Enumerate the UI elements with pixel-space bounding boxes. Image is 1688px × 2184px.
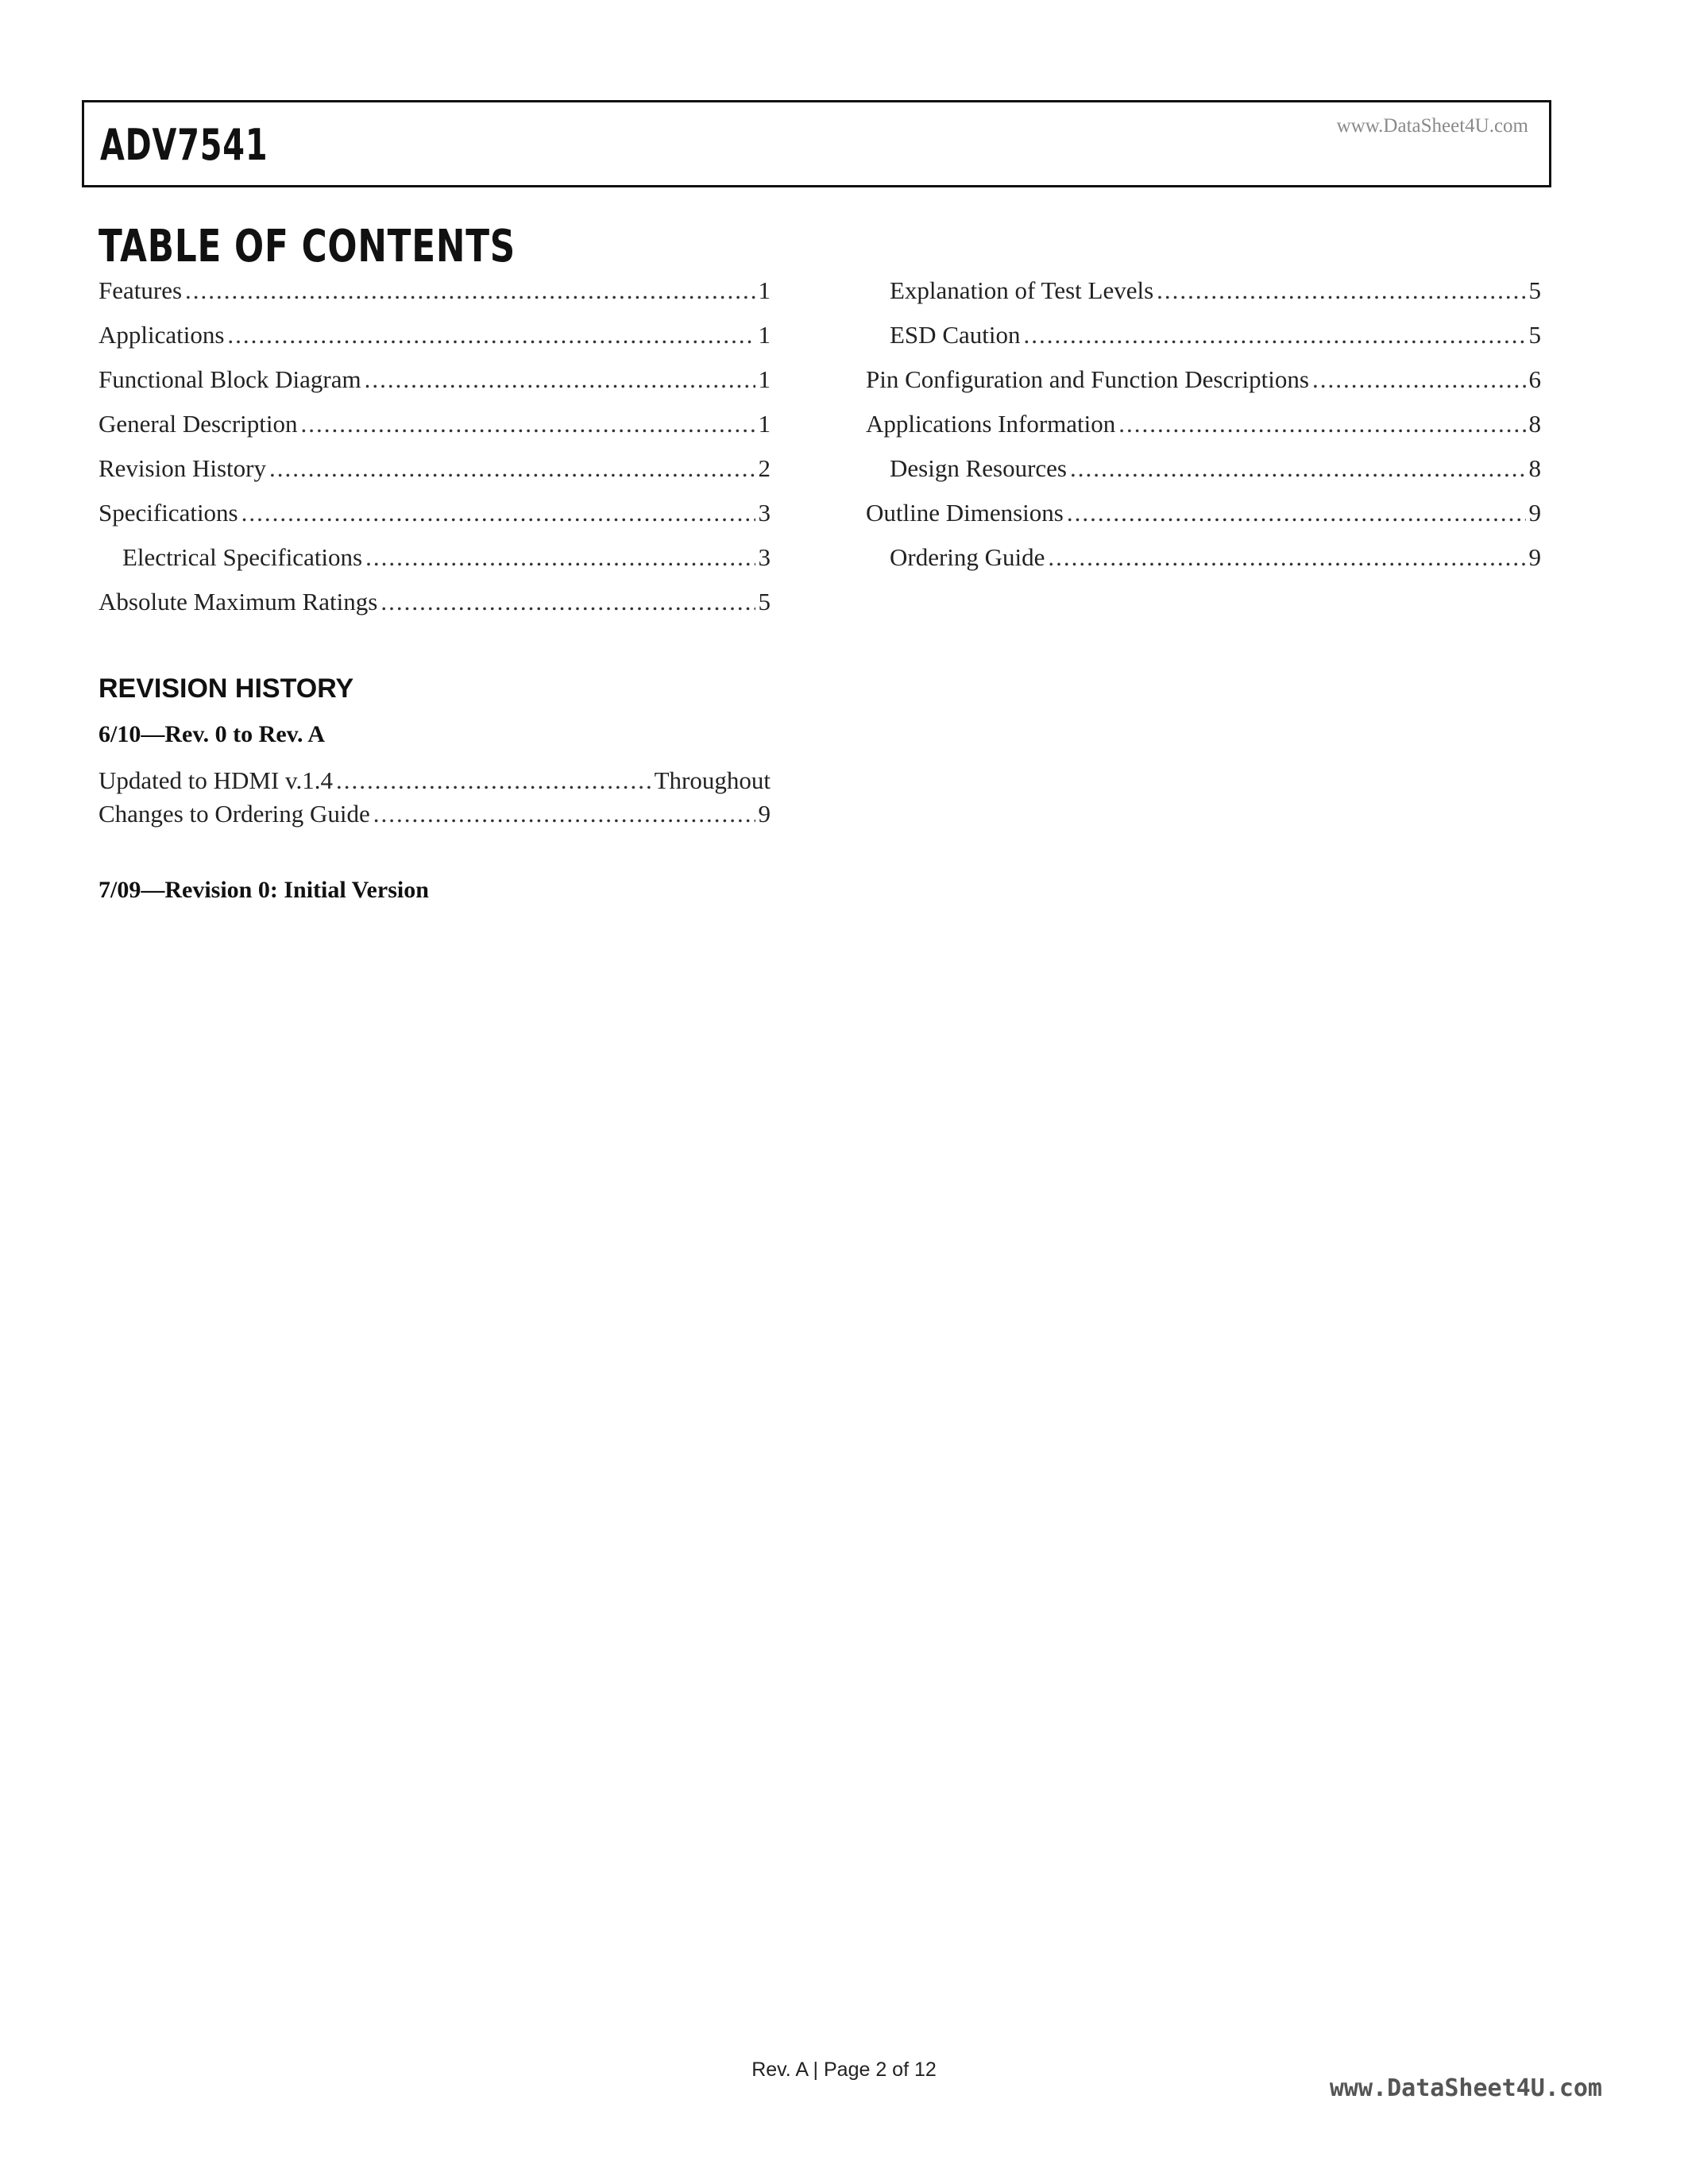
toc-entry-applications[interactable] [98, 318, 771, 362]
toc-entry-label: Applications Information [866, 410, 1116, 438]
toc-entry-label: Applications [98, 321, 225, 349]
toc-entry-page: 8 [1528, 410, 1541, 438]
toc-entry-page: 3 [758, 499, 771, 527]
rev-change-label: Updated to HDMI v.1.4 [98, 766, 334, 794]
toc-entry-page: 3 [758, 543, 771, 571]
toc-leader-dots [336, 764, 651, 797]
toc-entry-page: 9 [1528, 499, 1541, 527]
toc-entry-label: Specifications [98, 499, 238, 527]
toc-leader-dots [1048, 540, 1525, 575]
toc-right-column [866, 273, 1541, 585]
toc-leader-dots [241, 496, 755, 531]
toc-leader-dots [1067, 496, 1526, 531]
toc-entry-label: Features [98, 276, 183, 304]
toc-entry-electrical-specifications[interactable] [98, 540, 771, 585]
rev-a-title: 6/10—Rev. 0 to Rev. A [98, 721, 325, 747]
toc-leader-dots [365, 362, 755, 397]
toc-leader-dots [1312, 362, 1526, 397]
toc-entry-label: Ordering Guide [890, 543, 1045, 571]
toc-entry-explanation-of-test-levels[interactable] [866, 273, 1541, 318]
rev-change-label: Changes to Ordering Guide [98, 800, 370, 828]
toc-entry-label: Absolute Maximum Ratings [98, 588, 378, 615]
toc-entry-design-resources[interactable] [866, 451, 1541, 496]
toc-entry-ordering-guide[interactable] [866, 540, 1541, 585]
rev-0-title: 7/09—Revision 0: Initial Version [98, 877, 429, 903]
part-number: ADV7541 [100, 120, 268, 170]
toc-entry-label: Outline Dimensions [866, 499, 1064, 527]
toc-entry-label: Functional Block Diagram [98, 365, 361, 393]
document-header [82, 100, 1551, 187]
toc-entry-specifications[interactable] [98, 496, 771, 540]
toc-entry-page: 1 [758, 321, 771, 349]
toc-leader-dots [185, 273, 755, 308]
rev-change-page: Throughout [654, 766, 771, 794]
header-watermark-link[interactable]: www.DataSheet4U.com [1336, 115, 1528, 137]
toc-leader-dots [269, 451, 755, 486]
toc-entry-label: Electrical Specifications [122, 543, 363, 571]
toc-leader-dots [1070, 451, 1526, 486]
revision-history-heading: REVISION HISTORY [98, 673, 354, 704]
toc-entry-revision-history[interactable] [98, 451, 771, 496]
toc-leader-dots [373, 797, 755, 831]
toc-entry-page: 1 [758, 365, 771, 393]
toc-leader-dots [227, 318, 755, 353]
toc-entry-absolute-maximum-ratings[interactable] [98, 585, 771, 629]
toc-entry-label: ESD Caution [890, 321, 1021, 349]
toc-entry-outline-dimensions[interactable] [866, 496, 1541, 540]
toc-entry-page: 1 [758, 276, 771, 304]
rev-change-item[interactable] [98, 764, 771, 797]
toc-entry-page: 5 [1528, 321, 1541, 349]
toc-entry-label: General Description [98, 410, 298, 438]
toc-entry-page: 1 [758, 410, 771, 438]
toc-entry-page: 5 [1528, 276, 1541, 304]
toc-entry-label: Design Resources [890, 454, 1067, 482]
toc-leader-dots [1023, 318, 1525, 353]
toc-leader-dots [300, 407, 755, 442]
toc-leader-dots [380, 585, 755, 619]
page-footer: Rev. A | Page 2 of 12 [751, 2059, 937, 2081]
footer-watermark-link[interactable]: www.DataSheet4U.com [1329, 2074, 1602, 2102]
toc-leader-dots [1157, 273, 1525, 308]
toc-entry-page: 9 [1528, 543, 1541, 571]
toc-entry-esd-caution[interactable] [866, 318, 1541, 362]
toc-entry-pin-configuration[interactable] [866, 362, 1541, 407]
toc-entry-label: Revision History [98, 454, 266, 482]
toc-entry-page: 2 [758, 454, 771, 482]
toc-leader-dots [365, 540, 755, 575]
toc-entry-applications-information[interactable] [866, 407, 1541, 451]
toc-leader-dots [1118, 407, 1525, 442]
rev-change-item[interactable] [98, 797, 771, 831]
toc-left-column [98, 273, 771, 629]
toc-entry-page: 5 [758, 588, 771, 615]
toc-entry-label: Pin Configuration and Function Descriptions [866, 365, 1309, 393]
toc-entry-label: Explanation of Test Levels [890, 276, 1154, 304]
rev-change-page: 9 [758, 800, 771, 828]
toc-entry-general-description[interactable] [98, 407, 771, 451]
toc-entry-page: 6 [1528, 365, 1541, 393]
toc-title: TABLE OF CONTENTS [98, 221, 516, 272]
toc-entry-functional-block-diagram[interactable] [98, 362, 771, 407]
toc-entry-page: 8 [1528, 454, 1541, 482]
rev-a-changes-list [98, 764, 771, 831]
toc-entry-features[interactable] [98, 273, 771, 318]
